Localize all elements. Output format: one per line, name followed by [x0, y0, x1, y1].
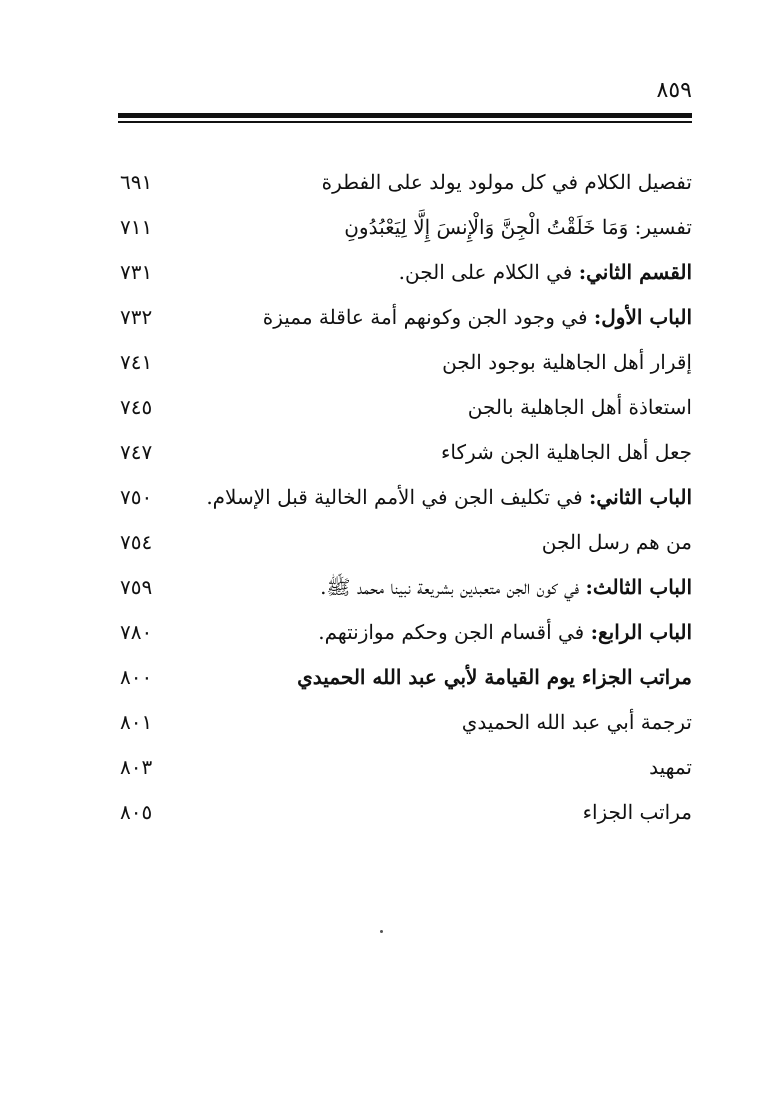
- toc-entry-page: ٧٤٧: [120, 440, 153, 464]
- toc-entry-text: مراتب الجزاء: [582, 800, 692, 824]
- toc-entry-title: [222, 295, 692, 340]
- toc-entry-page: ٧٥٠: [120, 485, 153, 509]
- toc-entry: [120, 295, 692, 340]
- toc-entry-text: تفصيل الكلام في كل مولود يولد على الفطرة: [321, 170, 692, 194]
- toc-entry-page: ٧٣١: [120, 260, 153, 284]
- toc-entry: [120, 610, 692, 655]
- toc-entry-text: إقرار أهل الجاهلية بوجود الجن: [442, 350, 692, 374]
- toc-entry-page: ٨٠٠: [120, 665, 153, 689]
- toc-entry-text: ترجمة أبي عبد الله الحميدي: [461, 710, 692, 734]
- toc-entry: [120, 565, 692, 610]
- toc-entry: [120, 160, 692, 205]
- table-of-contents: [120, 160, 692, 835]
- toc-entry-text: في تكليف الجن في الأمم الخالية قبل الإسلام.: [206, 485, 590, 509]
- toc-entry-title: [222, 700, 692, 745]
- toc-entry-title: [206, 475, 692, 520]
- toc-entry-title: [222, 745, 692, 790]
- toc-entry: [120, 475, 692, 520]
- toc-entry-text: في الكلام على الجن.: [398, 260, 579, 284]
- toc-entry-heading: القسم الثاني:: [578, 260, 692, 284]
- toc-entry-heading: الباب الرابع:: [590, 620, 692, 644]
- toc-entry-text: في كون الجن متعبدين بشريعة نبينا محمد ﷺ.: [320, 575, 586, 599]
- toc-entry-page: ٨٠١: [120, 710, 153, 734]
- toc-entry-title: [222, 655, 692, 700]
- toc-entry-page: ٦٩١: [120, 170, 153, 194]
- toc-entry: [120, 340, 692, 385]
- toc-entry-title: [222, 160, 692, 205]
- toc-entry-title: [222, 385, 692, 430]
- toc-entry-page: ٧٣٢: [120, 305, 153, 329]
- toc-entry-heading: الباب الثاني:: [589, 485, 692, 509]
- toc-entry-title: [222, 790, 692, 835]
- toc-entry-text: مراتب الجزاء يوم القيامة لأبي عبد الله الحميدي: [297, 665, 692, 689]
- toc-entry-title: [222, 610, 692, 655]
- toc-entry-text: جعل أهل الجاهلية الجن شركاء: [440, 440, 692, 464]
- toc-entry: [120, 205, 692, 250]
- toc-entry-page: ٧٥٩: [120, 575, 153, 599]
- toc-entry: [120, 655, 692, 700]
- toc-entry: [120, 385, 692, 430]
- toc-entry: [120, 745, 692, 790]
- toc-entry-text: في أقسام الجن وحكم موازنتهم.: [318, 620, 591, 644]
- toc-entry: [120, 250, 692, 295]
- toc-entry-title: [222, 340, 692, 385]
- toc-entry-title: [222, 205, 692, 250]
- toc-entry-page: ٨٠٥: [120, 800, 153, 824]
- toc-entry: [120, 520, 692, 565]
- toc-entry-text: في وجود الجن وكونهم أمة عاقلة مميزة: [262, 305, 594, 329]
- toc-entry-title: [222, 250, 692, 295]
- toc-entry-heading: الباب الأول:: [593, 305, 692, 329]
- toc-entry-text: من هم رسل الجن: [541, 530, 692, 554]
- toc-entry-page: ٧٨٠: [120, 620, 153, 644]
- toc-entry-page: ٨٠٣: [120, 755, 153, 779]
- stray-dot: [380, 930, 383, 933]
- page-number: ٨٥٩: [656, 78, 692, 103]
- toc-entry-text: تمهيد: [649, 755, 692, 779]
- toc-entry-page: ٧١١: [120, 215, 153, 239]
- header-rule-thin: [118, 121, 692, 123]
- toc-entry-heading: الباب الثالث:: [585, 575, 692, 599]
- header-rule-thick: [118, 113, 692, 118]
- toc-entry-page: ٧٥٤: [120, 530, 153, 554]
- toc-entry-title: [222, 520, 692, 565]
- toc-entry-page: ٧٤١: [120, 350, 153, 374]
- toc-entry-title: [222, 565, 692, 610]
- toc-entry-text: استعاذة أهل الجاهلية بالجن: [467, 395, 692, 419]
- toc-entry: [120, 430, 692, 475]
- toc-entry: [120, 700, 692, 745]
- toc-entry-text: تفسير: وَمَا خَلَقْتُ الْجِنَّ وَالْإِنسَ إِلَّا لِيَعْبُدُونِ: [344, 215, 692, 239]
- toc-entry-page: ٧٤٥: [120, 395, 153, 419]
- toc-entry: [120, 790, 692, 835]
- toc-entry-title: [222, 430, 692, 475]
